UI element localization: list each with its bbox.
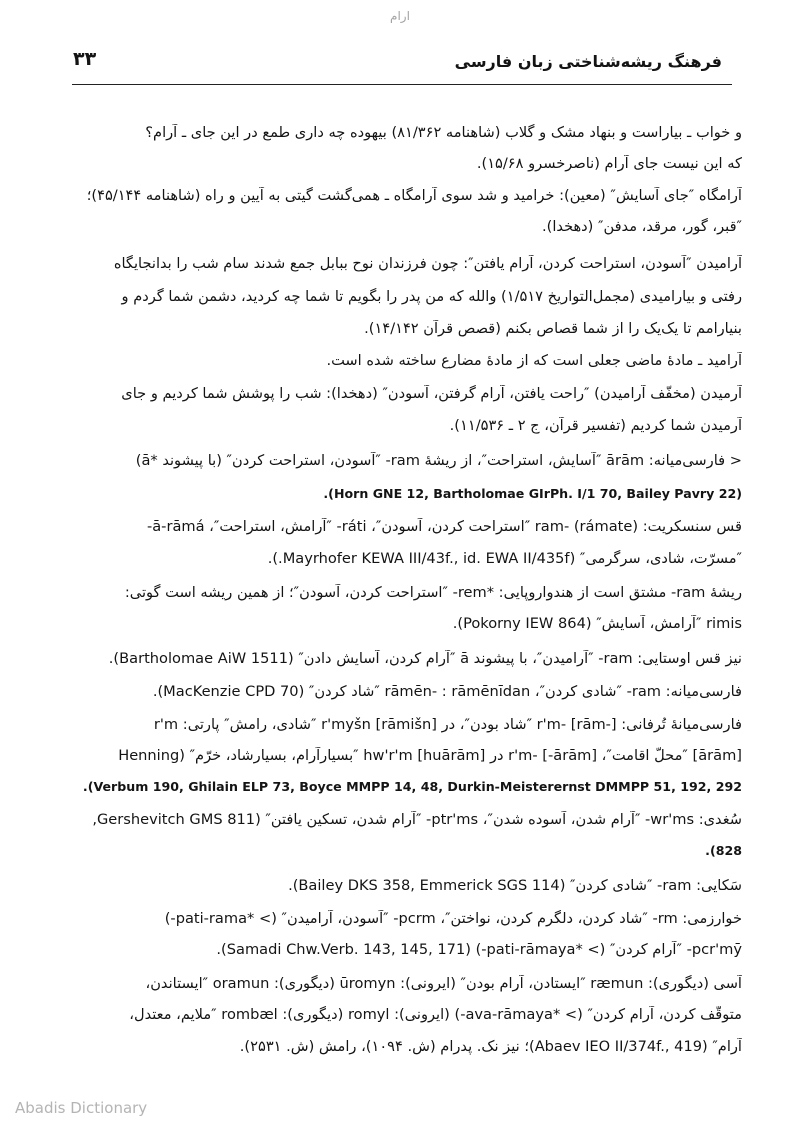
header-rule (72, 84, 732, 85)
text-line: آرامیدن ″آسودن، استراحت کردن، آرام یافتن″: چون فرزندان نوح ببابل جمع شدند سام شب را بدانجایگاه (113, 255, 742, 272)
text-line: Verbum 190, Ghilain ELP 73, Boyce MMPP 14, 48, Durkin-Meisterernst DMMPP 51, 192, 292). (82, 779, 742, 794)
text-line: آرمیدن (مخفّف آرامیدن) ″راحت یافتن، آرام گرفتن، آسودن″ (دهخدا): شب را پوشش شما کردیم و جای (121, 385, 742, 402)
text-line: < فارسی‌میانه: ārām ″آسایش، استراحت″، از ریشهٔ ram- ″آسودن، استراحت کردن″ (با پیشوند *ā) (135, 452, 742, 469)
text-line: ″قبر، گور، مرقد، مدفن″ (دهخدا). (542, 218, 742, 235)
text-line: فارسی‌میانه: ram- ″شادی کردن″، rāmēn- : rāmēnīdan ″شاد کردن″ (MacKenzie CPD 70). (152, 683, 742, 700)
text-line: خوارزمی: rm- ″شاد کردن، دلگرم کردن، نواختن″، pcrm- ″آسودن، آرامیدن″ (> *pati-rama-) (164, 910, 742, 927)
text-line: (Horn GNE 12, Bartholomae GIrPh. I/1 70, Bailey Pavry 22). (323, 486, 742, 501)
text-line: آرمیدن شما کردیم (تفسیر قرآن، ج ۲ ـ ۱۱/۵۳۶). (449, 417, 742, 434)
text-line: که این نیست جای آرام (ناصرخسرو ۱۵/۶۸). (476, 155, 742, 172)
running-title: فرهنگ ریشه‌شناختی زبان فارسی (454, 52, 722, 71)
text-line: 828). (705, 843, 742, 858)
text-line: رفتی و بیارامیدی (مجمل‌التواریخ ۱/۵۱۷) والله که من پدر را بگویم تا شما چه کردید، دشمن شما گردم و (121, 288, 742, 305)
text-line: آرامگاه ″جای آسایش″ (معین): خرامید و شد سوی آرامگاه ـ همی‌گشت گیتی به آیین و راه (شاهنامه ۴۵/۱۴۴)؛ (86, 187, 742, 204)
text-line: ریشهٔ ram- مشتق است از هندواروپایی: *rem- ″استراحت کردن، آسودن″؛ از همین ریشه است گوتی: (124, 584, 742, 601)
text-line: و خواب ـ بیاراست و بنهاد مشک و گلاب (شاهنامه ۸۱/۳۶۲) بیهوده چه داری طمع در این جای ـ آرام؟ (145, 124, 742, 141)
text-line: آرام″ (Abaev IEO II/374f., 419)؛ نیز نک. پدرام (ش. ۱۰۹۴)، رامش (ش. ۲۵۳۱). (239, 1038, 742, 1055)
text-line: فارسی‌میانهٔ تُرفانی: r'm- [rām-] ″شاد بودن″، در r'myšn [rāmišn] ″شادی، رامش″ پارتی: r'm (153, 716, 742, 733)
text-line: آرامید ـ مادهٔ ماضی جعلی است که از مادهٔ مضارع ساخته شده است. (326, 352, 742, 369)
text-line: نیز قس اوستایی: ram- ″آرامیدن″، با پیشوند ā ″آرام کردن، آسایش دادن″ (Bartholomae AiW 1511). (108, 650, 742, 667)
text-line: [ārām] ″محلّ اقامت″، r'm- [-ārām] در hw'r'm [huārām] ″بسیارآرام، بسیارشاد، خرّم″ (Henning (118, 747, 742, 764)
text-line: سُغدی: wr'ms- ″آرام شدن، آسوده شدن″، ptr'ms- ″آرام شدن، تسکین یافتن″ (Gershevitch GMS 811, (92, 811, 742, 828)
text-line: سَکایی: ram- ″شادی کردن″ (Bailey DKS 358, Emmerick SGS 114). (288, 877, 742, 894)
text-line: متوقّف کردن، آرام کردن″ (> *ava-rāmaya-) (ایرونی): romyl (دیگوری): rombæl ″ملایم، معتدل، (129, 1006, 742, 1023)
text-line: pcr'mȳ- ″آرام کردن″ (> *pati-rāmaya-) (Samadi Chw.Verb. 143, 145, 171). (216, 941, 742, 958)
text-line: آسی (دیگوری): ræmun ″ایستادن، آرام بودن″ (ایرونی): ūromyn (دیگوری): oramun ″ایستاندن، (145, 975, 742, 992)
text-line: بنیارامم تا یک‌یک را از شما قصاص بکنم (قصص قرآن ۱۴/۱۴۲). (364, 320, 742, 337)
text-line: قس سنسکریت: ram- (rámate) ″استراحت کردن، آسودن″، ráti- ″آرامش، استراحت″، ā-rāmá- (146, 518, 742, 535)
search-term-label: ارام (390, 9, 410, 23)
text-line: ″مسرّت، شادی، سرگرمی″ (Mayrhofer KEWA III/43f., id. EWA II/435f.). (267, 550, 742, 567)
site-watermark: Abadis Dictionary (15, 1099, 148, 1117)
text-line: rimis ″آرامش، آسایش″ (Pokorny IEW 864). (452, 615, 742, 632)
page-number: ۳۳ (73, 48, 97, 70)
